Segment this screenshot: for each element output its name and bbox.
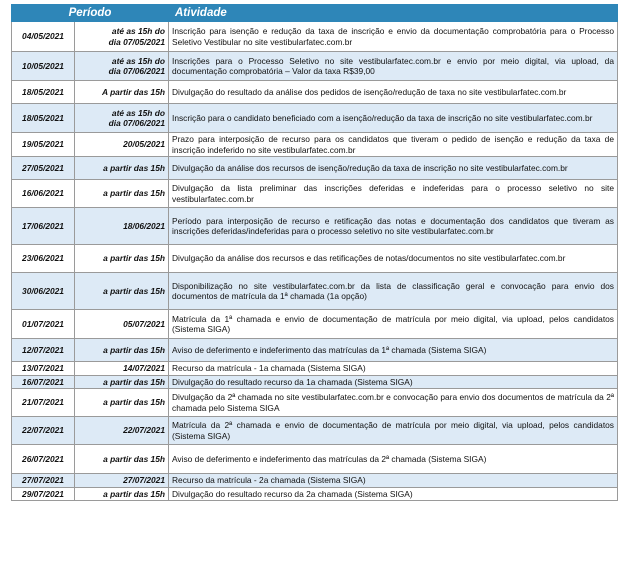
row-when: a partir das 15h <box>75 273 169 310</box>
row-date: 22/07/2021 <box>12 417 75 445</box>
schedule-table <box>11 4 618 501</box>
row-date: 27/05/2021 <box>12 157 75 180</box>
table-row <box>12 310 618 339</box>
row-when: 20/05/2021 <box>75 133 169 157</box>
row-when: a partir das 15h <box>75 375 169 389</box>
row-activity: Divulgação do resultado recurso da 1a chamada (Sistema SIGA) <box>169 375 618 389</box>
table-row <box>12 104 618 133</box>
row-date: 18/05/2021 <box>12 104 75 133</box>
row-activity: Aviso de deferimento e indeferimento das matrículas da 2ª chamada (Sistema SIGA) <box>169 445 618 474</box>
row-date: 10/05/2021 <box>12 52 75 81</box>
table-row <box>12 474 618 488</box>
row-date: 12/07/2021 <box>12 339 75 362</box>
table-row <box>12 180 618 208</box>
row-date: 13/07/2021 <box>12 362 75 376</box>
row-when: a partir das 15h <box>75 245 169 273</box>
table-row <box>12 81 618 104</box>
table-row <box>12 245 618 273</box>
row-activity: Divulgação do resultado da análise dos pedidos de isenção/redução de taxa no site vestibularfatec.com.br <box>169 81 618 104</box>
table-row <box>12 22 618 52</box>
row-activity: Inscrição para isenção e redução da taxa de inscrição e envio da documentação comprobatória para o Processo Seletivo Vestibular no site vestibularfatec.com.br <box>169 22 618 52</box>
table-row <box>12 133 618 157</box>
row-activity: Período para interposição de recurso e retificação das notas e documentação dos candidatos que tiveram as inscrições deferidas/indeferidas para o processo seletivo no site vestibularfatec.com.br <box>169 208 618 245</box>
row-when: a partir das 15h <box>75 180 169 208</box>
row-activity: Prazo para interposição de recurso para os candidatos que tiveram o pedido de isenção e redução da taxa de inscrição indeferido no site vestibularfatec.com.br <box>169 133 618 157</box>
row-date: 01/07/2021 <box>12 310 75 339</box>
row-date: 21/07/2021 <box>12 389 75 417</box>
row-activity: Inscrições para o Processo Seletivo no site vestibularfatec.com.br e envio por meio digital, via upload, da documentação comprobatória – Valor da taxa R$39,00 <box>169 52 618 81</box>
table-row <box>12 445 618 474</box>
row-activity: Divulgação do resultado recurso da 2a chamada (Sistema SIGA) <box>169 487 618 501</box>
row-when: A partir das 15h <box>75 81 169 104</box>
table-row <box>12 208 618 245</box>
row-when: 05/07/2021 <box>75 310 169 339</box>
row-when: a partir das 15h <box>75 339 169 362</box>
row-when: até as 15h do dia 07/06/2021 <box>75 104 169 133</box>
table-row <box>12 487 618 501</box>
row-activity: Divulgação da lista preliminar das inscrições deferidas e indeferidas para o processo seletivo no site vestibularfatec.com.br <box>169 180 618 208</box>
row-date: 18/05/2021 <box>12 81 75 104</box>
row-when: 27/07/2021 <box>75 474 169 488</box>
row-when: até as 15h do dia 07/06/2021 <box>75 52 169 81</box>
table-row <box>12 389 618 417</box>
table-row <box>12 52 618 81</box>
row-date: 26/07/2021 <box>12 445 75 474</box>
row-date: 16/06/2021 <box>12 180 75 208</box>
row-activity: Matrícula da 1ª chamada e envio de documentação de matrícula por meio digital, via upload, pelos candidatos (Sistema SIGA) <box>169 310 618 339</box>
row-when: 18/06/2021 <box>75 208 169 245</box>
row-activity: Aviso de deferimento e indeferimento das matrículas da 1ª chamada (Sistema SIGA) <box>169 339 618 362</box>
row-date: 04/05/2021 <box>12 22 75 52</box>
header-periodo: Período <box>12 5 169 22</box>
table-row <box>12 157 618 180</box>
row-when: a partir das 15h <box>75 157 169 180</box>
row-when: 22/07/2021 <box>75 417 169 445</box>
header-atividade: Atividade <box>169 5 618 22</box>
row-date: 27/07/2021 <box>12 474 75 488</box>
row-activity: Divulgação da 2ª chamada no site vestibularfatec.com.br e convocação para envio dos documentos de matrícula da 2ª chamada pelo Sistema SIGA <box>169 389 618 417</box>
table-row <box>12 362 618 376</box>
header-row <box>12 5 618 22</box>
row-when: até as 15h do dia 07/05/2021 <box>75 22 169 52</box>
row-when: a partir das 15h <box>75 487 169 501</box>
row-date: 17/06/2021 <box>12 208 75 245</box>
row-date: 30/06/2021 <box>12 273 75 310</box>
row-date: 29/07/2021 <box>12 487 75 501</box>
row-activity: Divulgação da análise dos recursos de isenção/redução da taxa de inscrição no site vestibularfatec.com.br <box>169 157 618 180</box>
row-activity: Matrícula da 2ª chamada e envio de documentação de matrícula por meio digital, via upload, pelos candidatos (Sistema SIGA) <box>169 417 618 445</box>
row-when: 14/07/2021 <box>75 362 169 376</box>
row-when: a partir das 15h <box>75 445 169 474</box>
row-activity: Recurso da matrícula - 2a chamada (Sistema SIGA) <box>169 474 618 488</box>
row-date: 23/06/2021 <box>12 245 75 273</box>
row-activity: Inscrição para o candidato beneficiado com a isenção/redução da taxa de inscrição no site vestibularfatec.com.br <box>169 104 618 133</box>
row-activity: Recurso da matrícula - 1a chamada (Sistema SIGA) <box>169 362 618 376</box>
row-activity: Disponibilização no site vestibularfatec.com.br da lista de classificação geral e convocação para envio dos documentos de matrícula da 1ª chamada (1a opção) <box>169 273 618 310</box>
row-date: 19/05/2021 <box>12 133 75 157</box>
table-row <box>12 375 618 389</box>
table-row <box>12 273 618 310</box>
row-when: a partir das 15h <box>75 389 169 417</box>
row-activity: Divulgação da análise dos recursos e das retificações de notas/documentos no site vestibularfatec.com.br <box>169 245 618 273</box>
table-row <box>12 417 618 445</box>
row-date: 16/07/2021 <box>12 375 75 389</box>
table-row <box>12 339 618 362</box>
